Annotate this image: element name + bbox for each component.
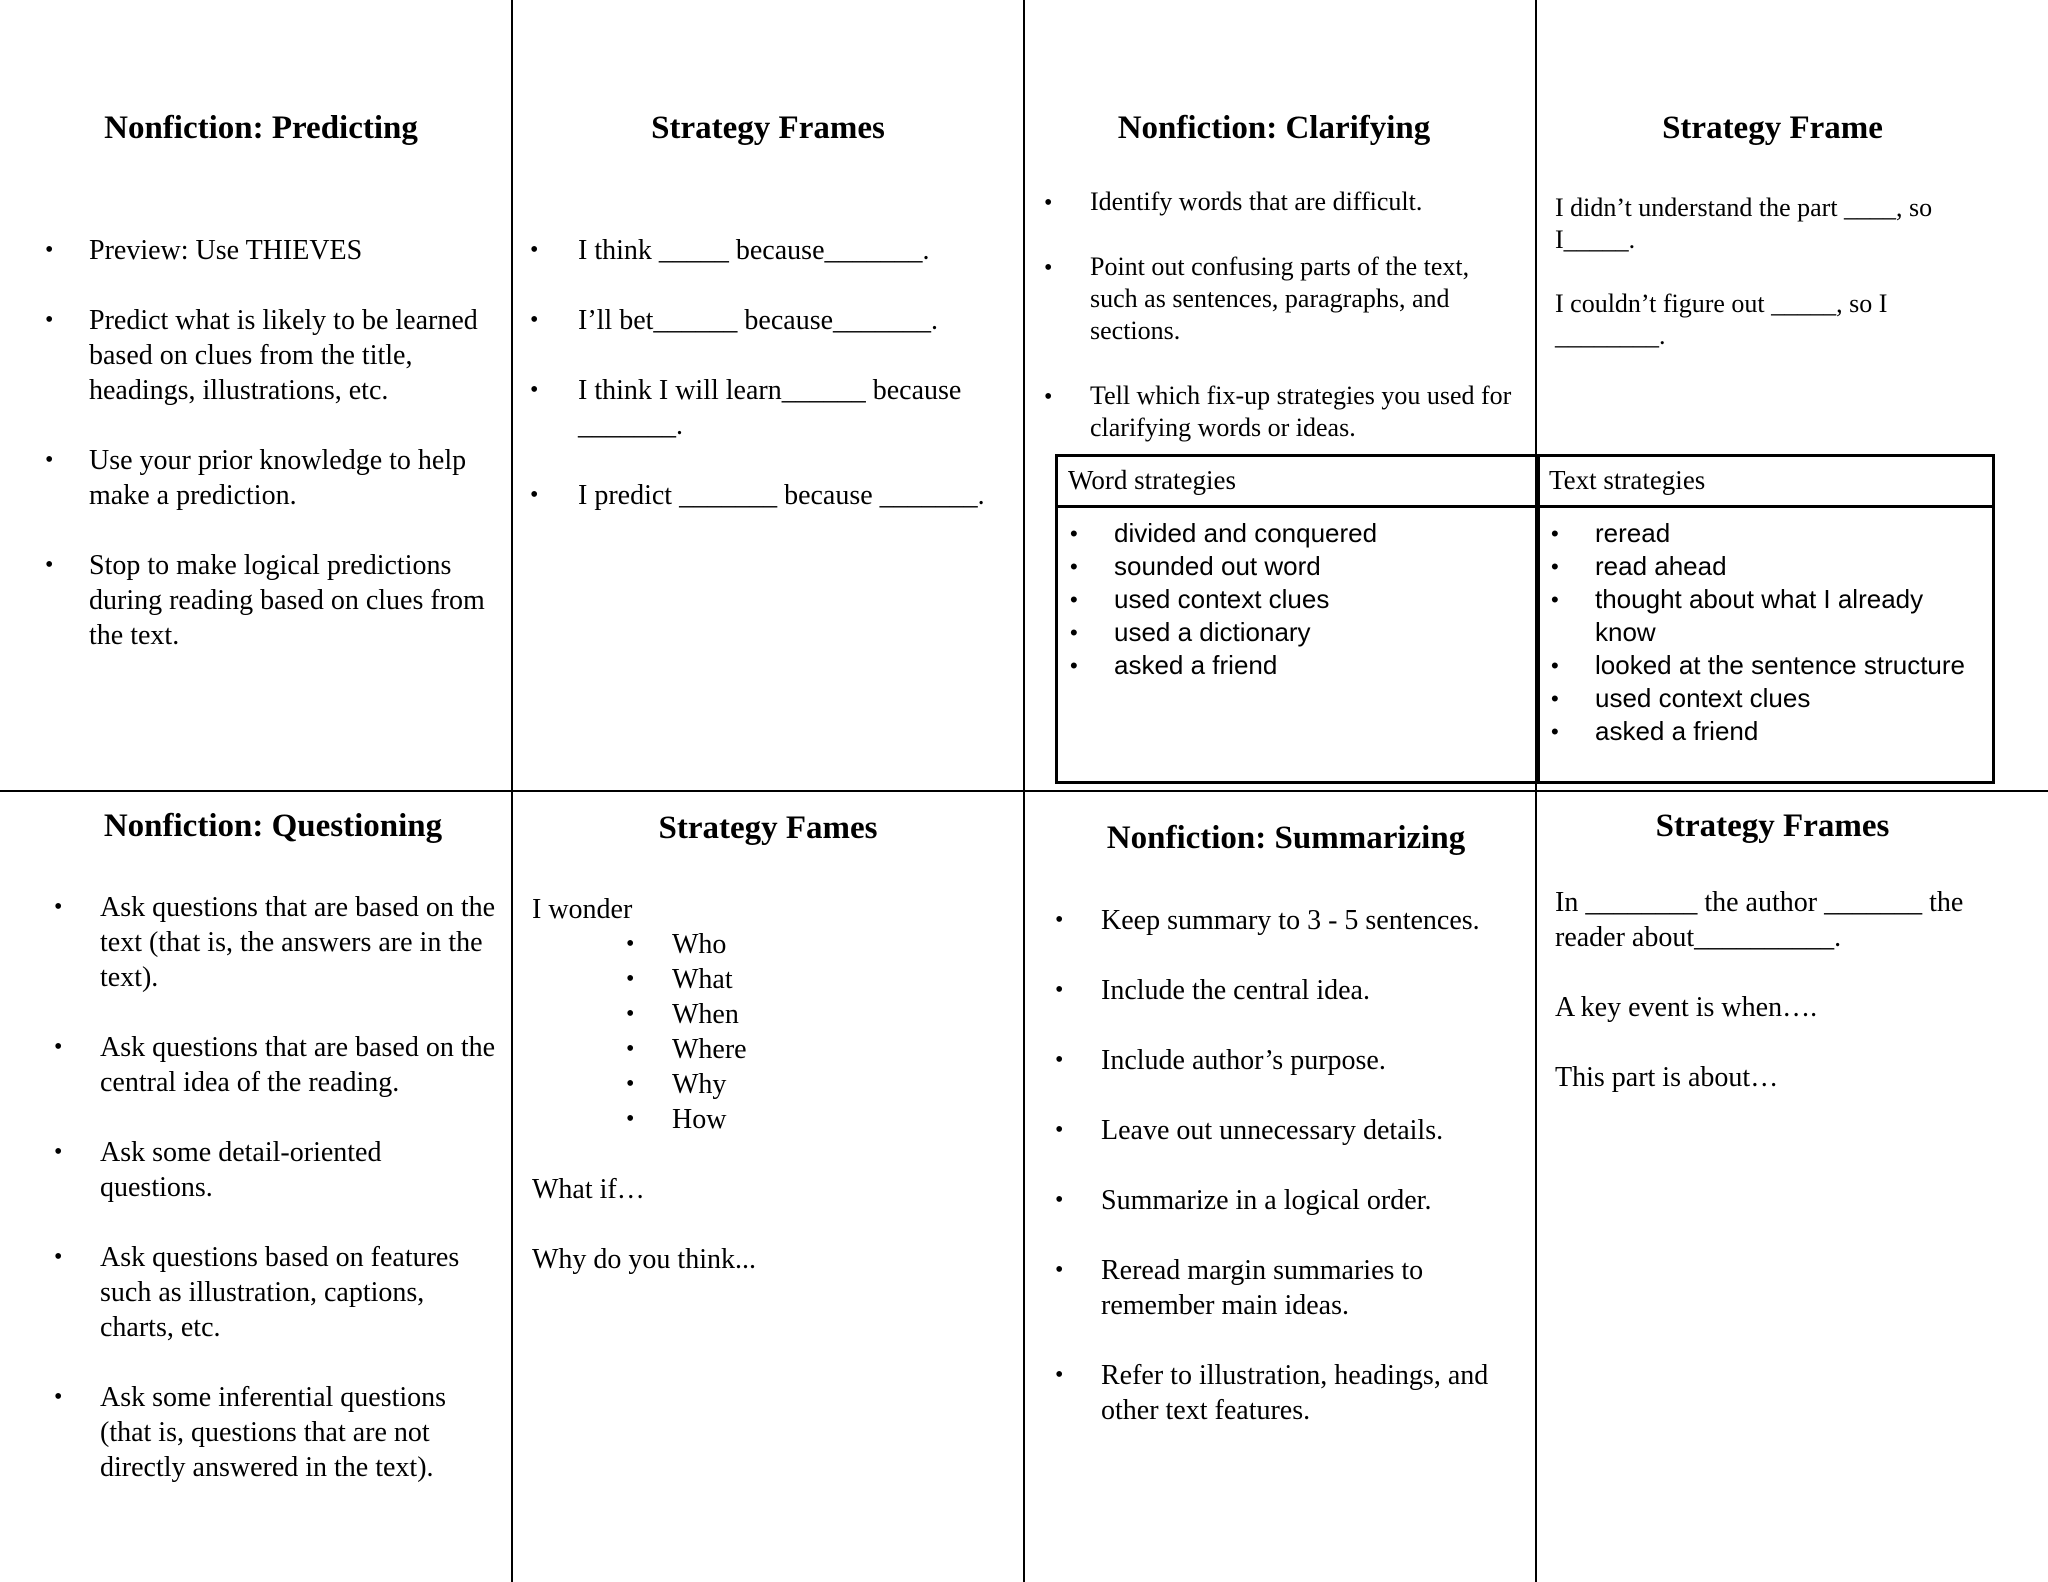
predicting-frames-list (578, 233, 998, 548)
list-item: • Ask questions that are based on the text (that is, the answers are in the text). (100, 890, 500, 995)
text-strategies-header: Text strategies (1549, 465, 1706, 495)
list-item: • Preview: Use THIEVES (89, 233, 489, 268)
list-item: • Identify words that are difficult. (1090, 186, 1520, 218)
list-item: • What (672, 962, 1002, 997)
summarizing-frames-text (1555, 885, 1985, 1095)
list-item: • Include the central idea. (1101, 973, 1521, 1008)
clarifying-frame-title: Strategy Frame (1662, 110, 1883, 146)
list-item: • Ask questions that are based on the central idea of the reading. (100, 1030, 500, 1100)
predicting-list (89, 233, 489, 688)
list-item: • Include author’s purpose. (1101, 1043, 1521, 1078)
list-item: • I’ll bet______ because_______. (578, 303, 998, 338)
list-item: • I predict _______ because _______. (578, 478, 998, 513)
summarizing-title: Nonfiction: Summarizing (1106, 820, 1466, 856)
list-item: • Use your prior knowledge to help make a prediction. (89, 443, 489, 513)
questioning-frames-title: Strategy Fames (658, 810, 878, 846)
predicting-title: Nonfiction: Predicting (104, 110, 418, 146)
questioning-title: Nonfiction: Questioning (103, 808, 443, 844)
text-strategies-list (1595, 517, 1985, 748)
list-item: • Why (672, 1067, 1002, 1102)
list-item: • used a dictionary (1114, 616, 1524, 649)
frame-sentence: A key event is when…. (1555, 992, 1818, 1023)
list-item: • used context clues (1595, 682, 1985, 715)
word-strategies-header: Word strategies (1068, 465, 1237, 495)
list-item: • sounded out word (1114, 550, 1524, 583)
list-item: • Who (672, 927, 1002, 962)
list-item: • thought about what I already know (1595, 583, 1985, 649)
row-divider (0, 790, 2048, 792)
list-item: • I think _____ because_______. (578, 233, 998, 268)
summarizing-frames-title: Strategy Frames (1655, 808, 1890, 844)
list-item: • How (672, 1102, 1002, 1137)
summarizing-list (1101, 903, 1521, 1463)
list-item: • Ask questions based on features such as illustration, captions, charts, etc. (100, 1240, 500, 1345)
list-item: • I think I will learn______ because _______. (578, 373, 998, 443)
clarifying-frame-text (1555, 192, 1935, 352)
frame-sentence: Why do you think... (532, 1244, 756, 1275)
list-item: • read ahead (1595, 550, 1985, 583)
list-item: • Tell which fix-up strategies you used for clarifying words or ideas. (1090, 380, 1520, 444)
frame-sentence: In ________ the author _______ the reader about__________. (1555, 887, 1964, 953)
questioning-list (100, 890, 500, 1520)
list-item: • When (672, 997, 1002, 1032)
list-item: • Where (672, 1032, 1002, 1067)
list-item: • divided and conquered (1114, 517, 1524, 550)
list-item: • reread (1595, 517, 1985, 550)
clarifying-list (1090, 186, 1520, 444)
list-item: • Ask some inferential questions (that is, questions that are not directly answered in the text). (100, 1380, 500, 1485)
questioning-frames-text (532, 892, 1002, 1277)
predicting-frames-title: Strategy Frames (651, 110, 885, 146)
frame-sentence: This part is about… (1555, 1062, 1779, 1093)
clarifying-title: Nonfiction: Clarifying (1117, 110, 1431, 146)
list-item: • Ask some detail-oriented questions. (100, 1135, 500, 1205)
frame-sentence: I didn’t understand the part ____, so I_____. (1555, 193, 1933, 254)
list-item: • looked at the sentence structure (1595, 649, 1985, 682)
question-words-list (532, 927, 1002, 1137)
list-item: • asked a friend (1595, 715, 1985, 748)
list-item: • Reread margin summaries to remember main ideas. (1101, 1253, 1521, 1323)
list-item: • Refer to illustration, headings, and other text features. (1101, 1358, 1521, 1428)
list-item: • Stop to make logical predictions during reading based on clues from the text. (89, 548, 489, 653)
fix-up-strategies-table (1055, 454, 1995, 784)
list-item: • Summarize in a logical order. (1101, 1183, 1521, 1218)
list-item: • Keep summary to 3 - 5 sentences. (1101, 903, 1521, 938)
frame-sentence: I couldn’t figure out _____, so I ________. (1555, 289, 1888, 350)
frame-sentence: What if… (532, 1174, 645, 1205)
word-strategies-list (1114, 517, 1524, 682)
list-item: • Point out confusing parts of the text, such as sentences, paragraphs, and sections. (1090, 251, 1520, 347)
list-item: • Predict what is likely to be learned based on clues from the title, headings, illustrations, etc. (89, 303, 489, 408)
list-item: • Leave out unnecessary details. (1101, 1113, 1521, 1148)
table-header-divider (1058, 505, 1992, 508)
list-item: • asked a friend (1114, 649, 1524, 682)
list-item: • used context clues (1114, 583, 1524, 616)
frame-intro: I wonder (532, 894, 633, 925)
